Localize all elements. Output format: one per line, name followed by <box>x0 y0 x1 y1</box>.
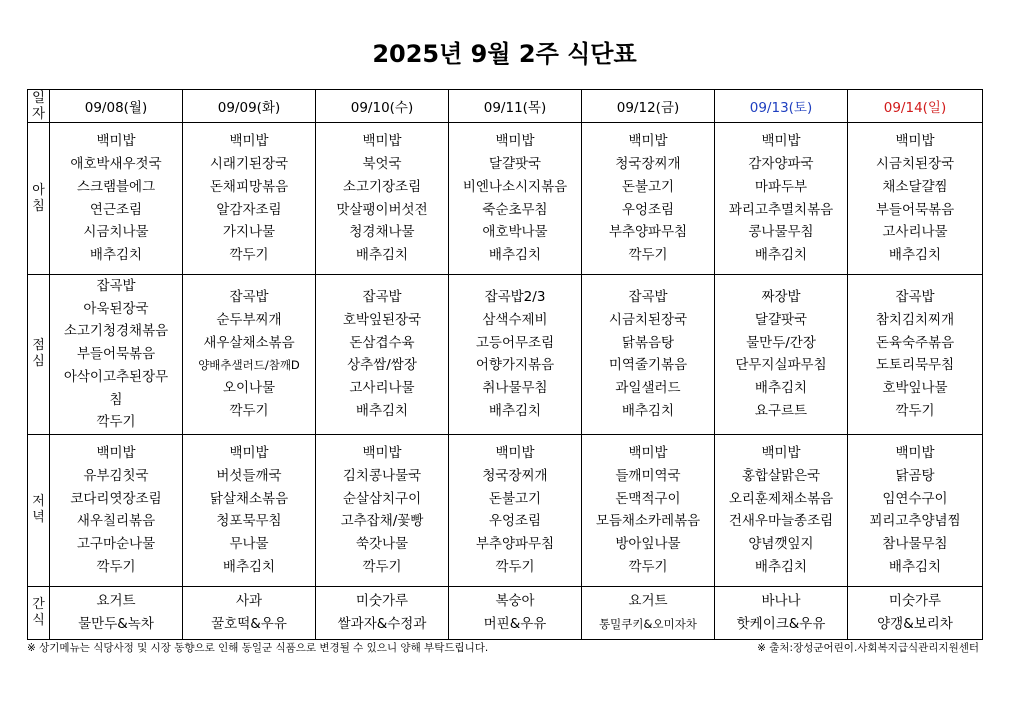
menu-item: 새우살채소볶음 <box>203 334 295 351</box>
menu-item: 시금치나물 <box>83 224 149 241</box>
menu-item: 침 <box>109 391 123 408</box>
menu-cell <box>50 586 183 639</box>
meal-label-dinner: 저 녁 <box>28 434 50 586</box>
menu-item: 단무지실파무침 <box>735 357 827 374</box>
menu-item: 깍두기 <box>229 402 269 419</box>
meal-row-dinner <box>28 434 983 586</box>
menu-cell <box>582 586 715 639</box>
menu-item: 참치김치찌개 <box>875 312 955 329</box>
meal-label-lunch: 점 심 <box>28 275 50 435</box>
menu-item: 홍합살맑은국 <box>741 468 821 485</box>
menu-item: 시금치된장국 <box>608 312 688 329</box>
page-title: 2025년 9월 2주 식단표 <box>372 40 637 68</box>
footer-note: ※ 상기메뉴는 식당사정 및 시장 동향으로 인해 동일군 식품으로 변경될 수 있으니 양해 부탁드립니다. <box>27 642 489 654</box>
menu-item: 상추쌈/쌈장 <box>347 357 417 374</box>
menu-item: 잡곡밥 <box>96 278 136 294</box>
menu-item: 백미밥 <box>895 133 935 150</box>
menu-item: 건새우마늘종조림 <box>728 513 834 530</box>
menu-item: 마파두부 <box>754 178 808 195</box>
menu-item: 호박잎된장국 <box>342 312 422 329</box>
menu-item: 취나물무침 <box>482 380 548 397</box>
meal-row-breakfast <box>28 123 983 275</box>
menu-item: 도토리묵무침 <box>875 357 955 374</box>
menu-item: 통밀쿠키&오미자차 <box>599 616 697 631</box>
menu-item: 잡곡밥 <box>362 289 402 306</box>
menu-item: 배추김치 <box>355 402 409 419</box>
menu-item: 백미밥 <box>362 133 402 150</box>
menu-cell <box>316 434 449 586</box>
menu-cell <box>848 434 983 586</box>
menu-item: 백미밥 <box>495 133 535 150</box>
menu-cell <box>848 123 983 275</box>
menu-item: 참나물무침 <box>882 536 948 553</box>
menu-item: 배추김치 <box>89 246 143 263</box>
menu-item: 고사리나물 <box>882 224 948 241</box>
menu-item: 돈불고기 <box>621 178 675 195</box>
menu-cell <box>316 586 449 639</box>
menu-item: 오리훈제채소볶음 <box>728 490 834 507</box>
menu-item: 유부김칫국 <box>83 468 149 485</box>
menu-item: 백미밥 <box>362 445 402 462</box>
menu-item: 백미밥 <box>229 133 269 150</box>
day-header-tue: 09/09(화) <box>183 90 316 123</box>
menu-item: 무나물 <box>229 536 269 553</box>
menu-cell <box>715 275 848 435</box>
meal-label-breakfast: 아 침 <box>28 123 50 275</box>
menu-item: 우엉조림 <box>488 513 542 530</box>
menu-item: 백미밥 <box>628 133 668 150</box>
menu-item: 백미밥 <box>628 445 668 462</box>
menu-cell <box>183 434 316 586</box>
menu-item: 청국장찌개 <box>615 156 681 173</box>
menu-item: 코다리엿장조림 <box>70 490 162 507</box>
menu-item: 요구르트 <box>754 402 808 419</box>
menu-item: 북엇국 <box>362 156 402 173</box>
menu-item: 고사리나물 <box>349 380 415 397</box>
menu-cell <box>848 586 983 639</box>
menu-item: 잡곡밥 <box>229 289 269 306</box>
menu-cell <box>316 275 449 435</box>
menu-item: 달걀팟국 <box>754 312 808 329</box>
menu-cell <box>715 434 848 586</box>
menu-item: 가지나물 <box>222 224 276 241</box>
menu-item: 애호박새우젓국 <box>70 156 162 173</box>
menu-item: 꽈리고추멸치볶음 <box>728 201 834 218</box>
menu-item: 순살삼치구이 <box>342 490 422 507</box>
menu-item: 백미밥 <box>96 445 136 462</box>
menu-item: 돈채피망볶음 <box>209 178 289 195</box>
menu-cell <box>449 123 582 275</box>
menu-item: 연근조림 <box>89 201 143 218</box>
menu-table <box>27 89 983 640</box>
menu-item: 고추잡채/꽃빵 <box>340 513 424 530</box>
menu-item: 요거트 <box>628 593 668 610</box>
meal-row-snack <box>28 586 983 639</box>
menu-item: 물만두&녹차 <box>78 615 154 632</box>
menu-item: 감자양파국 <box>748 156 814 173</box>
day-header-fri: 09/12(금) <box>582 90 715 123</box>
menu-item: 핫케이크&우유 <box>736 615 826 632</box>
menu-item: 버섯들깨국 <box>216 468 282 485</box>
meal-row-lunch <box>28 275 983 435</box>
menu-item: 백미밥 <box>761 445 801 462</box>
menu-item: 청경채나물 <box>349 224 415 241</box>
menu-item: 양배추샐러드/참깨D <box>198 358 300 373</box>
menu-item: 바나나 <box>761 593 801 610</box>
menu-item: 잡곡밥2/3 <box>484 289 546 306</box>
menu-item: 백미밥 <box>895 445 935 462</box>
menu-item: 맛살팽이버섯전 <box>336 201 428 218</box>
menu-item: 배추김치 <box>888 558 942 575</box>
menu-item: 배추김치 <box>754 380 808 397</box>
menu-item: 닭볶음탕 <box>621 334 675 351</box>
menu-item: 깍두기 <box>96 414 136 431</box>
menu-item: 닭살채소볶음 <box>209 490 289 507</box>
menu-item: 물만두/간장 <box>746 334 816 351</box>
menu-cell <box>316 123 449 275</box>
menu-item: 아삭이고추된장무 <box>63 368 169 385</box>
menu-item: 오이나물 <box>222 380 276 397</box>
menu-item: 호박잎나물 <box>882 380 948 397</box>
day-header-wed: 09/10(수) <box>316 90 449 123</box>
menu-item: 깍두기 <box>628 558 668 575</box>
menu-item: 고구마순나물 <box>76 536 156 553</box>
menu-item: 배추김치 <box>754 558 808 575</box>
menu-item: 복숭아 <box>495 593 535 610</box>
menu-item: 잡곡밥 <box>628 289 668 306</box>
menu-item: 달걀팟국 <box>488 156 542 173</box>
menu-cell <box>183 275 316 435</box>
menu-item: 깍두기 <box>895 402 935 419</box>
menu-item: 쑥갓나물 <box>355 536 409 553</box>
menu-item: 깍두기 <box>495 558 535 575</box>
menu-item: 아욱된장국 <box>83 300 149 317</box>
footer-source: ※ 출처:장성군어린이.사회복지급식관리지원센터 <box>757 642 979 654</box>
menu-item: 깍두기 <box>628 246 668 263</box>
menu-item: 미역줄기볶음 <box>608 357 688 374</box>
menu-cell <box>582 123 715 275</box>
menu-item: 깍두기 <box>229 246 269 263</box>
menu-item: 백미밥 <box>761 133 801 150</box>
menu-item: 스크램블에그 <box>76 178 156 195</box>
menu-item: 요거트 <box>96 593 136 610</box>
menu-item: 임연수구이 <box>882 490 948 507</box>
menu-item: 배추김치 <box>621 402 675 419</box>
menu-item: 백미밥 <box>229 445 269 462</box>
menu-item: 부들어묵볶음 <box>875 201 955 218</box>
menu-cell <box>449 586 582 639</box>
menu-item: 과일샐러드 <box>615 380 681 397</box>
menu-cell <box>449 434 582 586</box>
menu-item: 쌀과자&수정과 <box>337 615 427 632</box>
menu-cell <box>183 123 316 275</box>
menu-item: 채소달걀찜 <box>882 178 948 195</box>
menu-item: 미숫가루 <box>355 593 409 610</box>
menu-item: 부들어묵볶음 <box>76 346 156 363</box>
menu-item: 백미밥 <box>495 445 535 462</box>
menu-item: 배추김치 <box>355 246 409 263</box>
menu-item: 들깨미역국 <box>615 468 681 485</box>
menu-item: 배추김치 <box>222 558 276 575</box>
menu-item: 꿀호떡&우유 <box>211 615 287 632</box>
menu-item: 돈육숙주볶음 <box>875 334 955 351</box>
date-label: 일 자 <box>28 90 50 123</box>
menu-item: 머핀&우유 <box>483 615 547 632</box>
menu-item: 콩나물무침 <box>748 224 814 241</box>
menu-cell <box>50 123 183 275</box>
menu-cell <box>582 275 715 435</box>
menu-item: 알감자조림 <box>216 201 282 218</box>
menu-item: 삼색수제비 <box>482 312 548 329</box>
menu-cell <box>449 275 582 435</box>
menu-item: 부추양파무침 <box>475 536 555 553</box>
menu-item: 시래기된장국 <box>209 156 289 173</box>
menu-item: 배추김치 <box>488 402 542 419</box>
menu-item: 돈삼겹수육 <box>349 334 415 351</box>
menu-cell <box>848 275 983 435</box>
menu-item: 깍두기 <box>362 558 402 575</box>
menu-item: 애호박나물 <box>482 224 548 241</box>
menu-item: 배추김치 <box>488 246 542 263</box>
header-row <box>28 90 983 123</box>
menu-item: 깍두기 <box>96 558 136 575</box>
menu-item: 소고기장조림 <box>342 178 422 195</box>
menu-item: 양념깻잎지 <box>748 536 814 553</box>
menu-cell <box>715 586 848 639</box>
menu-item: 방아잎나물 <box>615 536 681 553</box>
meal-label-snack: 간 식 <box>28 586 50 639</box>
menu-item: 돈불고기 <box>488 490 542 507</box>
menu-item: 새우칠리볶음 <box>76 513 156 530</box>
menu-item: 소고기청경채볶음 <box>63 323 169 340</box>
menu-item: 배추김치 <box>754 246 808 263</box>
menu-item: 시금치된장국 <box>875 156 955 173</box>
day-header-sat: 09/13(토) <box>715 90 848 123</box>
menu-item: 백미밥 <box>96 133 136 150</box>
menu-item: 사과 <box>235 593 263 610</box>
menu-item: 어향가지볶음 <box>475 357 555 374</box>
menu-item: 우엉조림 <box>621 201 675 218</box>
menu-item: 배추김치 <box>888 246 942 263</box>
menu-cell <box>183 586 316 639</box>
menu-item: 부추양파무침 <box>608 224 688 241</box>
menu-cell <box>715 123 848 275</box>
menu-cell <box>50 434 183 586</box>
day-header-mon: 09/08(월) <box>50 90 183 123</box>
menu-item: 양갱&보리차 <box>877 615 953 632</box>
menu-item: 청포묵무침 <box>216 513 282 530</box>
day-header-thu: 09/11(목) <box>449 90 582 123</box>
menu-item: 미숫가루 <box>888 593 942 610</box>
menu-item: 고등어무조림 <box>475 334 555 351</box>
menu-item: 꾀리고추양념찜 <box>869 513 961 530</box>
menu-item: 돈맥적구이 <box>615 490 681 507</box>
menu-item: 짜장밥 <box>761 289 801 306</box>
menu-cell <box>582 434 715 586</box>
menu-item: 비엔나소시지볶음 <box>462 178 568 195</box>
menu-item: 죽순초무침 <box>482 201 548 218</box>
menu-item: 순두부찌개 <box>216 312 282 329</box>
menu-item: 닭곰탕 <box>895 468 935 485</box>
day-header-sun: 09/14(일) <box>848 90 983 123</box>
menu-cell <box>50 275 183 435</box>
menu-item: 김치콩나물국 <box>342 468 422 485</box>
menu-item: 잡곡밥 <box>895 289 935 306</box>
menu-item: 청국장찌개 <box>482 468 548 485</box>
menu-item: 모듬채소카레볶음 <box>595 513 701 530</box>
